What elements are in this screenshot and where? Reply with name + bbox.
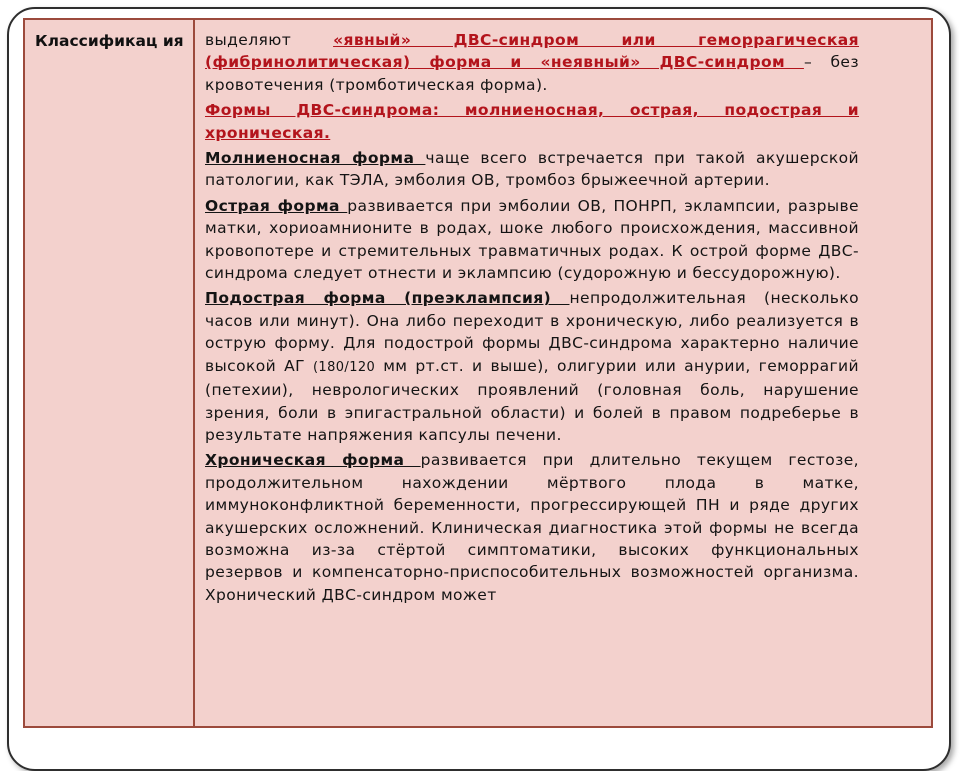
chronic-text: развивается при длительно текущем гестозе, продолжительном нахождении мёртвого плода в матке, иммуноконфликтной беременности, прогрессирующей ПН и ряде других акушерских осложнений. Клиническая диагностика этой формы не всегда возможна из-за стёртой симптоматики, высоких функциональных резервов и компенсаторно-приспособительных возможностей организма. Хронический ДВС-синдром может xyxy=(205,451,859,604)
row-content xyxy=(205,29,859,609)
classification-table xyxy=(23,18,933,728)
paragraph-acute xyxy=(205,195,859,285)
paragraph-chronic xyxy=(205,449,859,606)
chronic-heading: Хроническая форма xyxy=(205,451,421,470)
fulminant-heading: Молниеносная форма xyxy=(205,149,426,168)
column-divider xyxy=(193,20,195,726)
row-header-classification: Классификац ия xyxy=(35,32,184,50)
acute-heading: Острая форма xyxy=(205,196,348,215)
paragraph-fulminant xyxy=(205,147,859,192)
subacute-bp-value: (180/120 xyxy=(312,359,376,375)
intro-tail: – без кровотечения (тромботическая форма). xyxy=(205,53,860,94)
subacute-heading: Подострая форма (преэклампсия) xyxy=(205,289,570,308)
paragraph-forms-list xyxy=(205,99,859,144)
paragraph-intro xyxy=(205,29,859,96)
subacute-text-a: непродолжительная (несколько часов или минут). Она либо переходит в хроническую, либо реализуется в острую форму. Для подострой формы ДВС-синдрома характерно наличие высокой АГ xyxy=(205,289,859,375)
intro-lead: выделяют xyxy=(205,31,334,49)
forms-list: Формы ДВС-синдрома: молниеносная, острая, подострая и хроническая. xyxy=(205,101,859,142)
fulminant-text: чаще всего встречается при такой акушерской патологии, как ТЭЛА, эмболия ОВ, тромбоз брыжеечной артерии. xyxy=(205,149,859,190)
paragraph-subacute xyxy=(205,287,859,446)
intro-forms: «явный» ДВС-синдром или геморрагическая (фибринолитическая) форма и «неявный» ДВС-синдром xyxy=(205,31,859,72)
acute-text: развивается при эмболии ОВ, ПОНРП, эклампсии, разрыве матки, хориоамнионите в родах, шоке любого происхождения, массивной кровопотере и стремительных травматичных родах. К острой форме ДВС-синдрома следует отнести и эклампсию (судорожную и бессудорожную). xyxy=(205,196,859,283)
subacute-text-b: мм рт.ст. и выше), олигурии или анурии, геморрагий (петехии), неврологических проявлений (головная боль, нарушение зрения, боли в эпигастральной области) и болей в правом подреберье в результате напряжения капсулы печени. xyxy=(205,356,859,444)
